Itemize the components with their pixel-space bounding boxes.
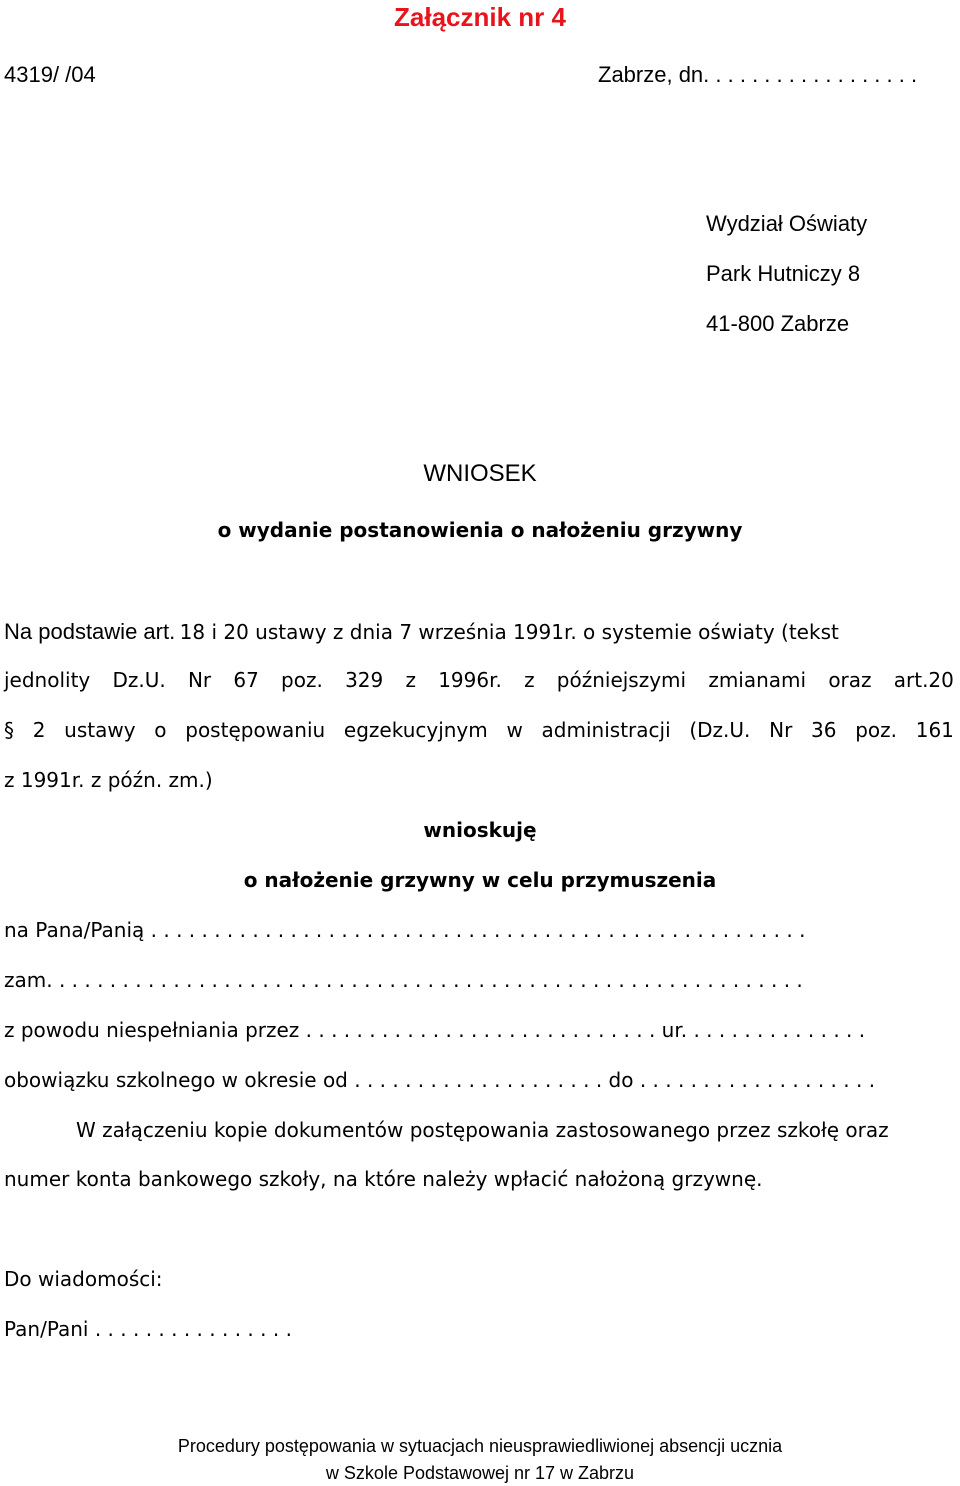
word: z [524, 668, 535, 692]
place-and-date: Zabrze, dn. . . . . . . . . . . . . . . . . . [598, 62, 918, 87]
field-name: na Pana/Panią . . . . . . . . . . . . . . . . . . . . . . . . . . . . . . . . . . . . . . . . . . . . . . . . . . . . [4, 918, 806, 942]
word: poz. [281, 668, 323, 692]
request-line: o nałożenie grzywny w celu przymuszenia [243, 868, 717, 892]
word: ustawy [64, 718, 136, 742]
word: oraz [828, 668, 872, 692]
section-sign: § [4, 718, 14, 742]
word: 36 [811, 718, 837, 742]
attachment-note-line-1: W załączeniu kopie dokumentów postępowania zastosowanego przez szkołę oraz [76, 1118, 889, 1142]
notice-label: Do wiadomości: [4, 1267, 163, 1291]
word: postępowaniu [185, 718, 326, 742]
word: poz. [855, 718, 897, 742]
legal-basis-line-1 [4, 619, 839, 645]
word: Nr [187, 668, 212, 692]
word: 1996r. [438, 668, 502, 692]
word: (Dz.U. [689, 718, 751, 742]
recipient-city: 41-800 Zabrze [706, 311, 850, 336]
legal-basis-text: 18 i 20 ustawy z dnia 7 września 1991r. o systemie oświaty (tekst [179, 620, 839, 644]
word: administracji [541, 718, 671, 742]
word: egzekucyjnym [343, 718, 488, 742]
legal-basis-line-2 [4, 668, 954, 692]
word: jednolity [4, 668, 91, 692]
word: art.20 [893, 668, 954, 692]
footer-line-2: w Szkole Podstawowej nr 17 w Zabrzu [325, 1463, 635, 1483]
word: w [506, 718, 523, 742]
attachment-note-line-2: numer konta bankowego szkoły, na które należy wpłacić nałożoną grzywnę. [4, 1167, 763, 1191]
word: późniejszymi [556, 668, 687, 692]
document-subheading: o wydanie postanowienia o nałożeniu grzywny [217, 518, 743, 542]
attachment-title: Załącznik nr 4 [394, 2, 566, 32]
word: Dz.U. [112, 668, 166, 692]
recipient-department: Wydział Oświaty [706, 211, 868, 236]
word: 161 [915, 718, 954, 742]
word: o [154, 718, 167, 742]
word: 329 [345, 668, 384, 692]
legal-basis-line-4: z 1991r. z późn. zm.) [4, 768, 213, 792]
field-period: obowiązku szkolnego w okresie od . . . . . . . . . . . . . . . . . . . . do . . . . . . . . . . . . . . . . . . . [4, 1068, 876, 1092]
word: 67 [233, 668, 259, 692]
word: zmianami [708, 668, 807, 692]
recipient-street: Park Hutniczy 8 [706, 261, 861, 286]
request-word: wnioskuję [423, 818, 537, 842]
word: 2 [32, 718, 46, 742]
word: z [405, 668, 416, 692]
reference-number: 4319/ /04 [4, 62, 96, 87]
field-address: zam. . . . . . . . . . . . . . . . . . . . . . . . . . . . . . . . . . . . . . . . . . . . . . . . . . . . . . . . . . . . [4, 968, 803, 992]
footer-line-1: Procedury postępowania w sytuacjach nieusprawiedliwionej absencji ucznia [177, 1436, 783, 1456]
document-heading: WNIOSEK [423, 460, 537, 487]
field-reason: z powodu niespełniania przez . . . . . . . . . . . . . . . . . . . . . . . . . . . . ur. . . . . . . . . . . . . . . [4, 1018, 866, 1042]
notice-recipient: Pan/Pani . . . . . . . . . . . . . . . . [4, 1317, 292, 1341]
word: Nr [769, 718, 793, 742]
legal-basis-line-3 [4, 718, 954, 742]
legal-basis-intro: Na podstawie art. [4, 619, 176, 644]
